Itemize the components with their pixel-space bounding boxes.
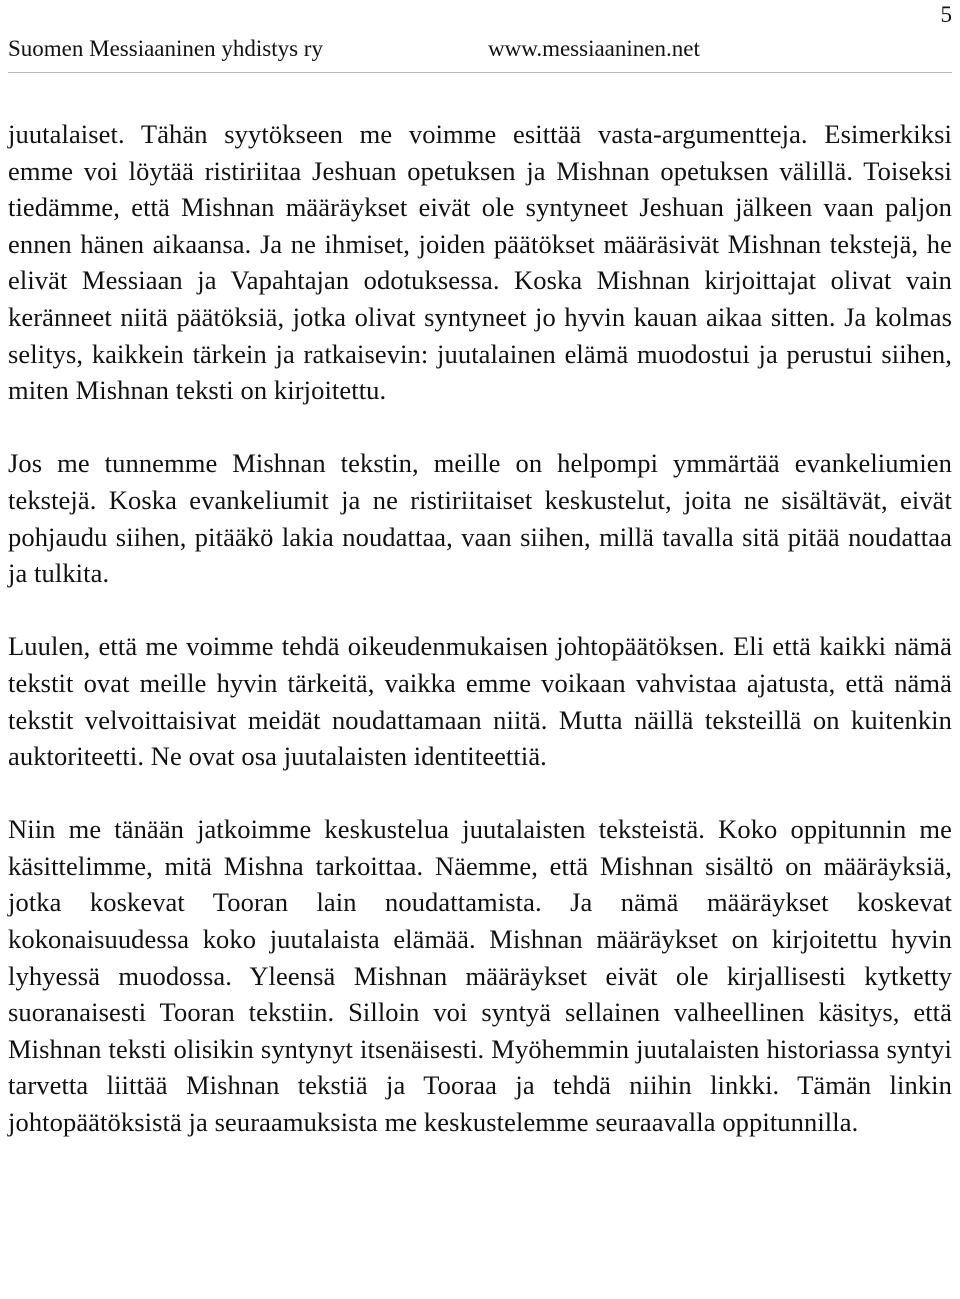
organization-name: Suomen Messiaaninen yhdistys ry: [8, 36, 323, 61]
header-divider: [8, 72, 952, 73]
paragraph: juutalaiset. Tähän syytökseen me voimme esittää vasta-argumentteja. Esimerkiksi emme voi löytää ristiriitaa Jeshuan opetuksen ja Mishnan opetuksen välillä. Toiseksi tiedämme, että Mishnan määräykset eivät ole syntyneet Jeshuan jälkeen vaan paljon ennen hänen aikaansa. Ja ne ihmiset, joiden päätökset määräsivät Mishnan tekstejä, he elivät Messiaan ja Vapahtajan odotuksessa. Koska Mishnan kirjoittajat olivat vain keränneet niitä päätöksiä, jotka olivat syntyneet jo hyvin kauan aikaa sitten. Ja kolmas selitys, kaikkein tärkein ja ratkaisevin: juutalainen elämä muodostui ja perustui siihen, miten Mishnan teksti on kirjoitettu.: [8, 119, 952, 406]
paragraph: Niin me tänään jatkoimme keskustelua juutalaisten teksteistä. Koko oppitunnin me käsittelimme, mitä Mishna tarkoittaa. Näemme, että Mishnan sisältö on määräyksiä, jotka koskevat Tooran lain noudattamista. Ja nämä määräykset koskevat kokonaisuudessa koko juutalaista elämää. Mishnan määräykset on kirjoitettu hyvin lyhyessä muodossa. Yleensä Mishnan määräykset eivät ole kirjallisesti kytketty suoranaisesti Tooran tekstiin. Silloin voi syntyä sellainen valheellinen käsitys, että Mishnan teksti olisikin syntynyt itsenäisesti. Myöhemmin juutalaisten historiassa syntyi tarvetta liittää Mishnan tekstiä ja Tooraa ja tehdä niihin linkki. Tämän linkin johtopäätöksistä ja seuraamuksista me keskustelemme seuraavalla oppitunnilla.: [8, 814, 952, 1138]
page-number: 5: [940, 2, 952, 27]
page-header: [8, 2, 952, 68]
website-url: www.messiaaninen.net: [488, 36, 700, 61]
paragraph: Jos me tunnemme Mishnan tekstin, meille on helpompi ymmärtää evankeliumien tekstejä. Koska evankeliumit ja ne ristiriitaiset keskustelut, joita ne sisältävät, eivät pohjaudu siihen, pitääkö lakia noudattaa, vaan siihen, millä tavalla sitä pitää noudattaa ja tulkita.: [8, 448, 952, 589]
paragraph: Luulen, että me voimme tehdä oikeudenmukaisen johtopäätöksen. Eli että kaikki nämä tekstit ovat meille hyvin tärkeitä, vaikka emme voikaan vahvistaa ajatusta, että nämä tekstit velvoittaisivat meidät noudattamaan niitä. Mutta näillä teksteillä on kuitenkin auktoriteetti. Ne ovat osa juutalaisten identiteettiä.: [8, 631, 952, 772]
document-body: [8, 116, 952, 1141]
